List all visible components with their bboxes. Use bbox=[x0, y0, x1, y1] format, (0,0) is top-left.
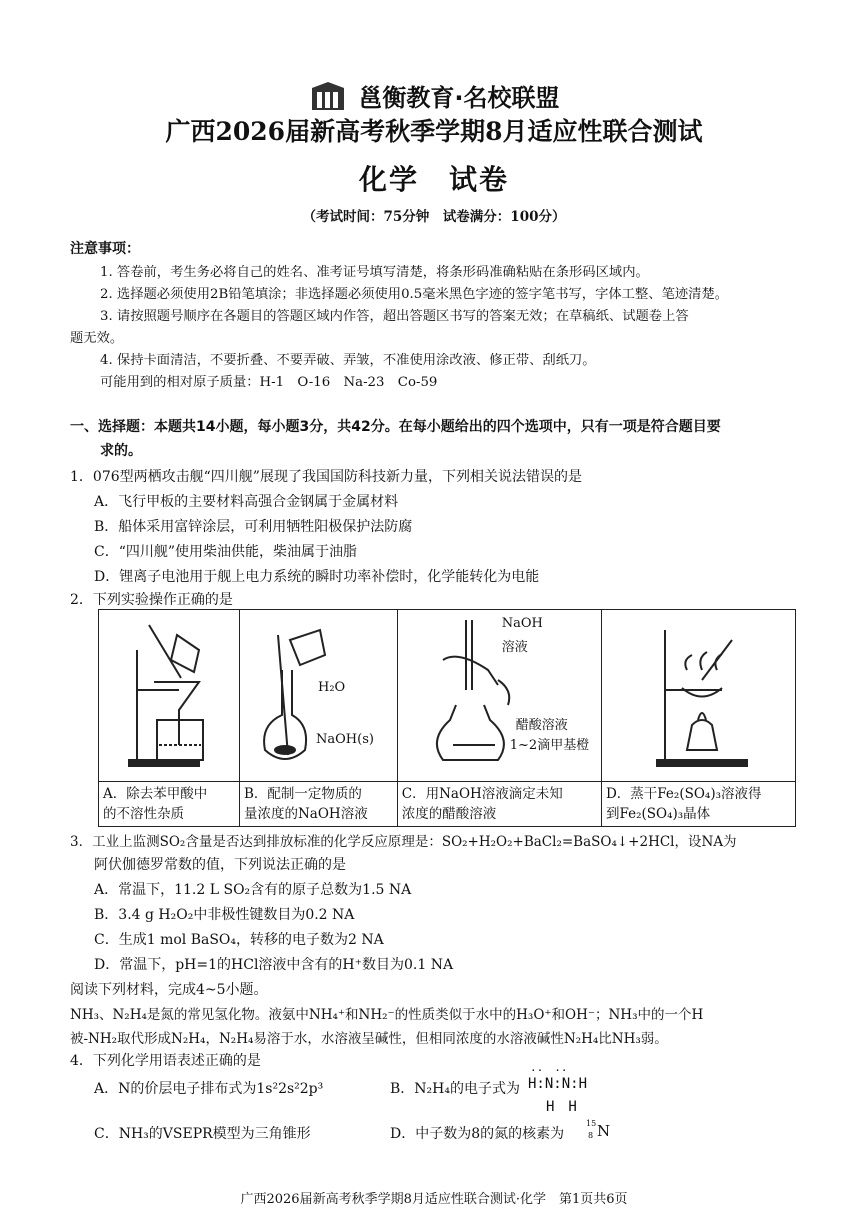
q1-option-c: C．“四川舰”使用柴油供能，柴油属于油脂 bbox=[94, 544, 358, 560]
figure-b-cell bbox=[240, 610, 398, 782]
q4-option-b: B．N₂H₄的电子式为 bbox=[390, 1081, 520, 1097]
q3-option-a: A．常温下，11.2 L SO₂含有的原子总数为1.5 NA bbox=[94, 882, 412, 898]
figure-d-cell bbox=[601, 610, 795, 782]
q3-stem-cont: 阿伏伽德罗常数的值，下列说法正确的是 bbox=[94, 857, 346, 873]
lewis-structure: H:N:N:H bbox=[528, 1076, 588, 1092]
q1-option-d: D．锂离子电池用于舰上电力系统的瞬时功率补偿时，化学能转化为电能 bbox=[94, 569, 540, 585]
notice-item-4: 4. 保持卡面清洁，不要折叠、不要弄破、弄皱，不准使用涂改液、修正带、刮纸刀。 bbox=[100, 353, 596, 368]
brand-logo-icon bbox=[308, 80, 348, 112]
nuclide-z: 8 bbox=[588, 1131, 594, 1140]
caption-b: B．配制一定物质的 量浓度的NaOH溶液 bbox=[240, 782, 398, 827]
q1-stem: 1．076型两栖攻击舰“四川舰”展现了我国国防科技新力量，下列相关说法错误的是 bbox=[70, 469, 582, 485]
q3-option-c: C．生成1 mol BaSO₄，转移的电子数为2 NA bbox=[94, 932, 384, 948]
caption-d: D．蒸干Fe₂(SO₄)₃溶液得 到Fe₂(SO₄)₃晶体 bbox=[601, 782, 795, 827]
material-intro: 阅读下列材料，完成4~5小题。 bbox=[70, 982, 268, 998]
experiment-table bbox=[98, 609, 796, 827]
figure-c-cell bbox=[397, 610, 601, 782]
time-info: （考试时间：75分钟 试卷满分：100分） bbox=[302, 209, 566, 225]
notice-item-2: 2. 选择题必须使用2B铅笔填涂；非选择题必须使用0.5毫米黑色字迹的签字笔书写，字体工整、笔迹清楚。 bbox=[100, 287, 729, 302]
label-naoh-solid: NaOH(s) bbox=[316, 732, 374, 747]
material-text-2: 被-NH₂取代形成N₂H₄，N₂H₄易溶于水，水溶液呈碱性，但相同浓度的水溶液碱性N₂H₄比NH₃弱。 bbox=[70, 1031, 668, 1047]
q3-option-d: D．常温下，pH=1的HCl溶液中含有的H⁺数目为0.1 NA bbox=[94, 957, 454, 973]
notice-item-3: 3. 请按照题号顺序在各题目的答题区域内作答，超出答题区书写的答案无效；在草稿纸、试题卷上答 bbox=[100, 309, 689, 324]
q4-option-a: A．N的价层电子排布式为1s²2s²2p³ bbox=[94, 1081, 324, 1097]
label-naoh-solution-2: 溶液 bbox=[501, 640, 528, 655]
q1-option-b: B．船体采用富锌涂层，可利用牺牲阳极保护法防腐 bbox=[94, 519, 413, 535]
nuclide-symbol: N bbox=[597, 1122, 611, 1140]
label-methyl-orange: 1~2滴甲基橙 bbox=[509, 738, 590, 753]
label-water: H₂O bbox=[318, 680, 346, 695]
lewis-top-dots: ·· ·· bbox=[530, 1064, 568, 1077]
lewis-bottom-h: H H bbox=[546, 1099, 577, 1115]
caption-a: A．除去苯甲酸中 的不溶性杂质 bbox=[99, 782, 240, 827]
q3-stem: 3．工业上监测SO₂含量是否达到排放标准的化学反应原理是：SO₂+H₂O₂+BaCl₂=BaSO₄↓+2HCl，设NA为 bbox=[70, 834, 737, 850]
filtration-apparatus-icon bbox=[99, 610, 239, 777]
q4-option-d: D．中子数为8的氮的核素为 bbox=[390, 1126, 565, 1142]
q4-stem: 4．下列化学用语表述正确的是 bbox=[70, 1053, 261, 1069]
q1-option-a: A．飞行甲板的主要材料高强合金钢属于金属材料 bbox=[94, 494, 399, 510]
atomic-masses: 可能用到的相对原子质量：H-1 O-16 Na-23 Co-59 bbox=[100, 375, 438, 390]
subject-title: 化学 试卷 bbox=[358, 163, 509, 196]
page-footer: 广西2026届新高考秋季学期8月适应性联合测试·化学 第1页共6页 bbox=[240, 1192, 628, 1207]
q2-stem: 2．下列实验操作正确的是 bbox=[70, 592, 233, 608]
exam-title: 广西2026届新高考秋季学期8月适应性联合测试 bbox=[165, 117, 703, 146]
figure-a-cell bbox=[99, 610, 240, 782]
nuclide-mass: 15 bbox=[586, 1119, 597, 1128]
label-naoh-solution-1: NaOH bbox=[501, 616, 543, 631]
section-title-cont: 求的。 bbox=[100, 443, 142, 459]
notice-title: 注意事项： bbox=[70, 241, 140, 257]
q3-option-b: B．3.4 g H₂O₂中非极性键数目为0.2 NA bbox=[94, 907, 355, 923]
label-acetic-acid: 醋酸溶液 bbox=[515, 718, 568, 733]
brand-header bbox=[0, 78, 868, 113]
material-text-1: NH₃、N₂H₄是氮的常见氢化物。液氨中NH₄⁺和NH₂⁻的性质类似于水中的H₃O⁺和OH⁻；NH₃中的一个H bbox=[70, 1007, 704, 1023]
section-title: 一、选择题：本题共14小题，每小题3分，共42分。在每小题给出的四个选项中，只有一项是符合题目要 bbox=[70, 419, 721, 435]
q4-option-c: C．NH₃的VSEPR模型为三角锥形 bbox=[94, 1126, 311, 1142]
caption-c: C．用NaOH溶液滴定未知 浓度的醋酸溶液 bbox=[397, 782, 601, 827]
notice-item-1: 1. 答卷前，考生务必将自己的姓名、准考证号填写清楚，将条形码准确粘贴在条形码区域内。 bbox=[100, 265, 649, 280]
brand-name: 邕衡教育·名校联盟 bbox=[358, 84, 560, 112]
evaporation-apparatus-icon bbox=[602, 610, 795, 777]
notice-item-3-cont: 题无效。 bbox=[70, 331, 124, 346]
